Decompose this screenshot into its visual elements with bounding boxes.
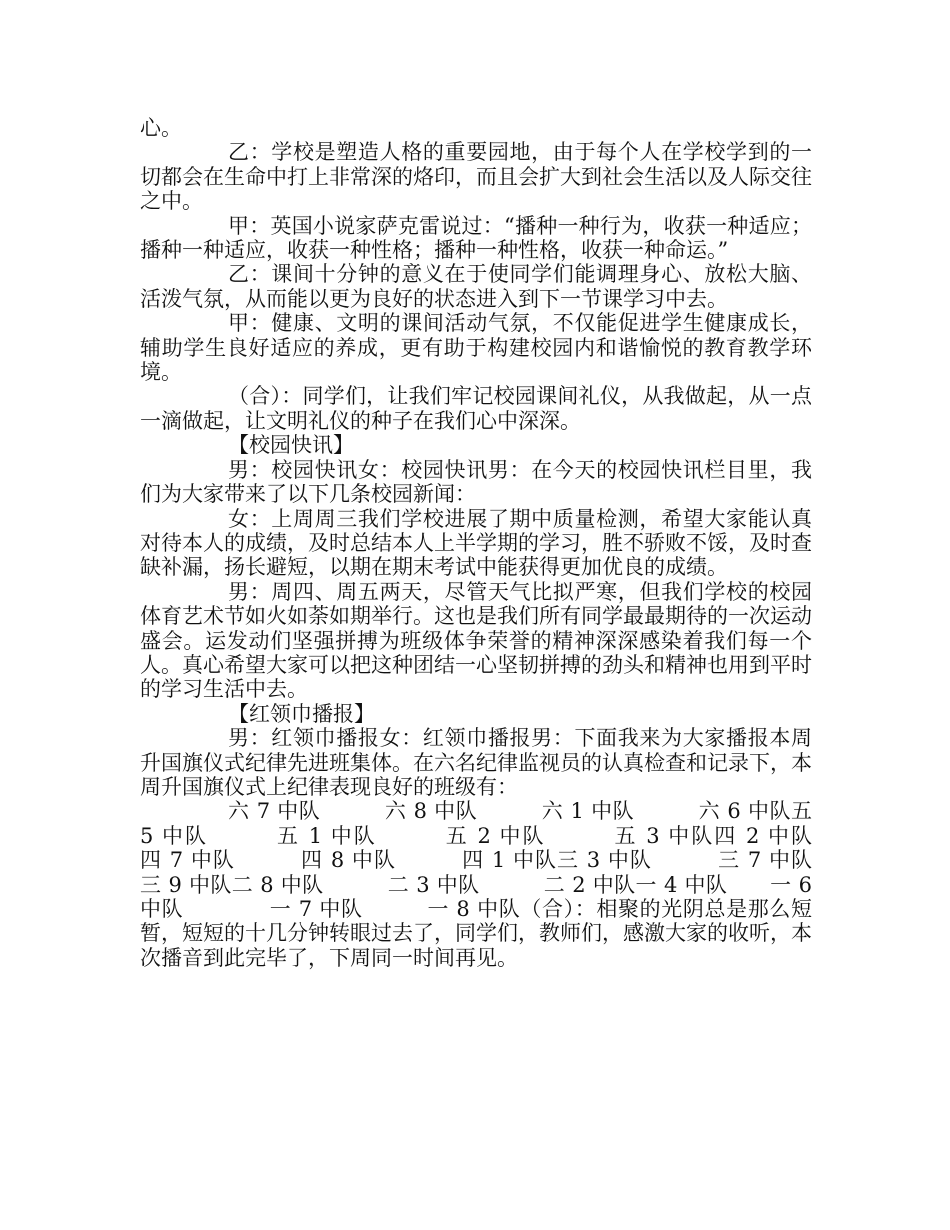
paragraph-red-scarf: 男：红领巾播报女：红领巾播报男：下面我来为大家播报本周升国旗仪式纪律先进班集体。在六名纪律监视员的认真检查和记录下，本周升国旗仪式上纪律表现良好的班级有： (140, 726, 812, 799)
paragraph-news-intro: 男：校园快讯女：校园快讯男：在今天的校园快讯栏目里，我们为大家带来了以下几条校园新闻： (140, 457, 812, 507)
paragraph-continuation: 心。 (140, 116, 182, 140)
paragraph-squad-list: 六 7 中队 六 8 中队 六 1 中队 六 6 中队五 5 中队 五 1 中队 五 2 中队 五 3 中队四 2 中队 四 7 中队 四 8 中队 四 1 中队三 3 中队 三 7 中队 三 9 中队二 8 中队 二 3 中队 二 2 中队一 4 中队 一 6 中队 一 7 中队 一 8 中队（合）：相聚的光阴总是那么短暂，短短的十几分钟转眼过去了，同学们，教师们，感激大家的收听，本次播音到此完毕了，下周同一时间再见。 (140, 799, 875, 970)
heading-red-scarf: 【红领巾播报】 (228, 701, 375, 726)
paragraph-yi-school: 乙：学校是塑造人格的重要园地，由于每个人在学校学到的一切都会在生命中打上非常深的烙印，而且会扩大到社会生活以及人际交往之中。 (140, 140, 812, 214)
heading-campus-news: 【校园快讯】 (228, 433, 354, 458)
paragraph-news-sports: 男：周四、周五两天，尽管天气比拟严寒，但我们学校的校园体育艺术节如火如荼如期举行。这也是我们所有同学最最期待的一次运动盛会。运发动们坚强拼搏为班级体争荣誉的精神深深感染着我们每一个人。真心希望大家可以把这种团结一心坚韧拼搏的劲头和精神也用到平时的学习生活中去。 (140, 579, 812, 702)
paragraph-jia-thackeray: 甲：英国小说家萨克雷说过：“播种一种行为，收获一种适应；播种一种适应，收获一种性格；播种一种性格，收获一种命运。” (140, 213, 812, 263)
paragraph-jia-health: 甲：健康、文明的课间活动气氛，不仅能促进学生健康成长，辅助学生良好适应的养成，更有助于构建校园内和谐愉悦的教育教学环境。 (140, 311, 812, 385)
paragraph-news-exam: 女：上周周三我们学校进展了期中质量检测，希望大家能认真对待本人的成绩，及时总结本人上半学期的学习，胜不骄败不馁，及时查缺补漏，扬长避短，以期在期末考试中能获得更加优良的成绩。 (140, 506, 812, 580)
paragraph-together: （合）：同学们，让我们牢记校园课间礼仪，从我做起，从一点一滴做起，让文明礼仪的种子在我们心中深深。 (140, 384, 812, 433)
document-page (140, 116, 875, 970)
paragraph-yi-break: 乙：课间十分钟的意义在于使同学们能调理身心、放松大脑、活泼气氛，从而能以更为良好的状态进入到下一节课学习中去。 (140, 262, 812, 311)
